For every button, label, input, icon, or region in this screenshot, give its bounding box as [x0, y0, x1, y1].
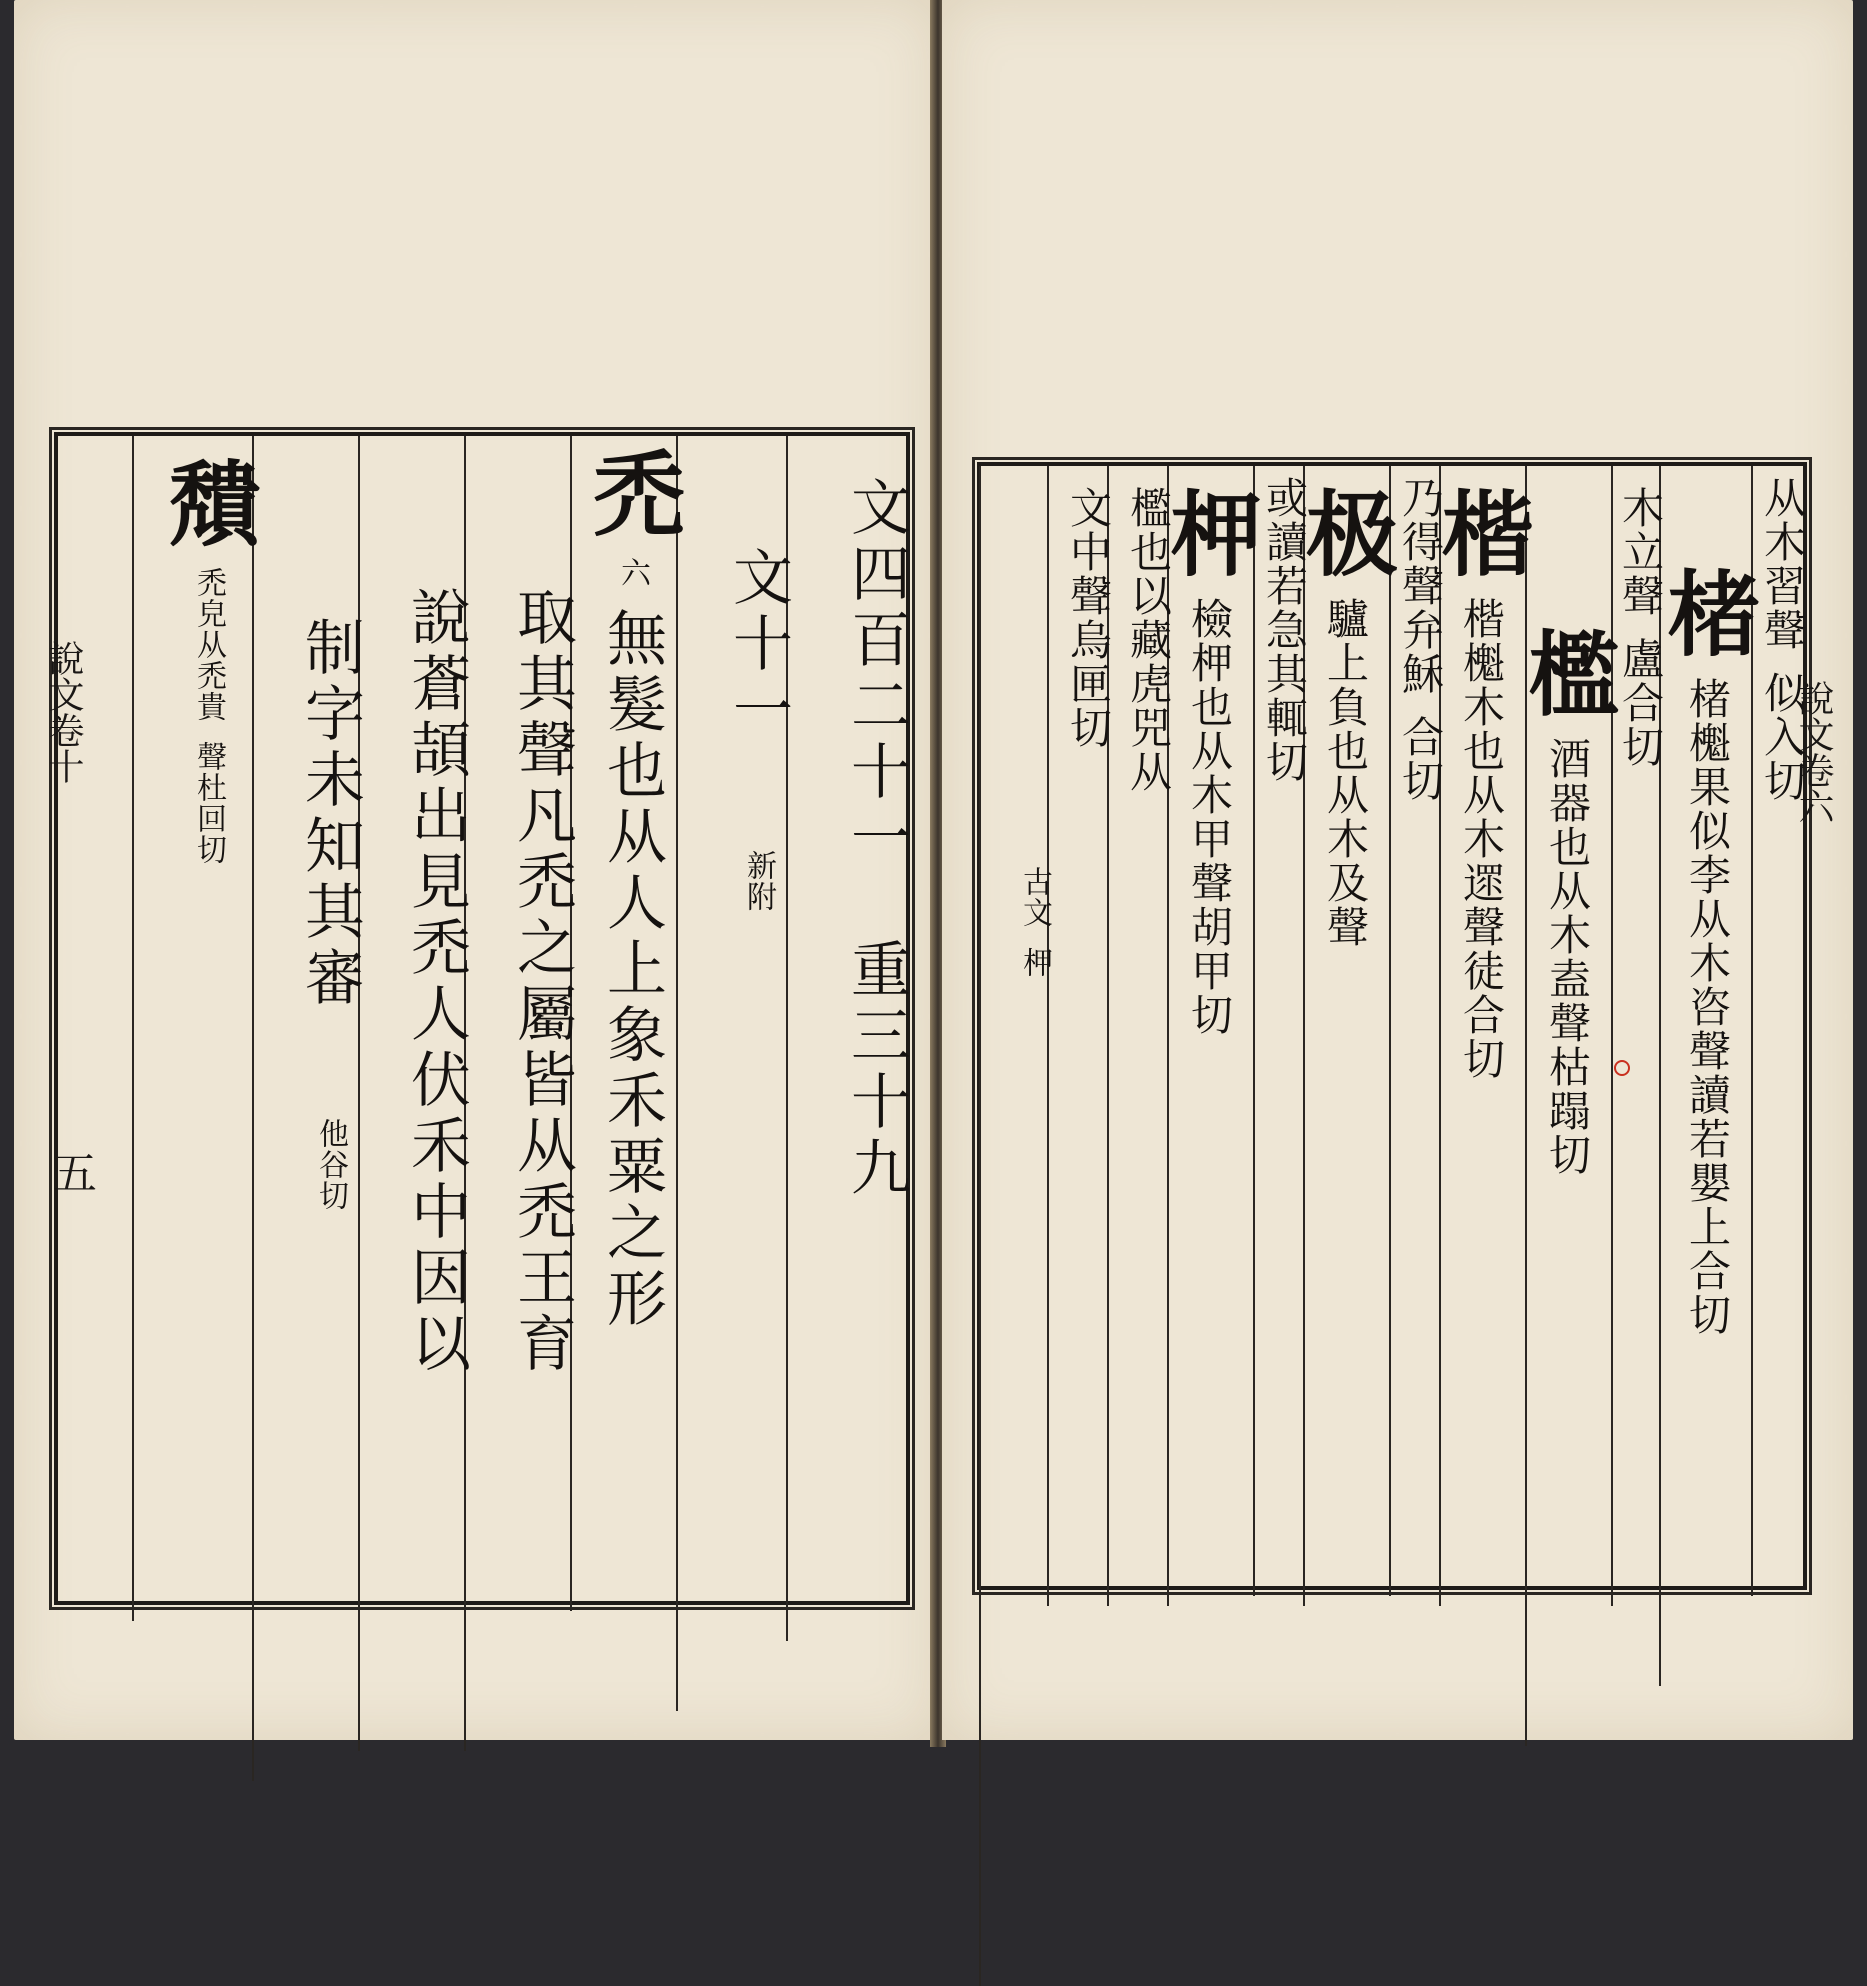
r-col-7: [1291, 466, 1399, 1606]
r-col-5: [1427, 466, 1535, 1606]
r-col-11: [1047, 466, 1113, 1606]
column-5-text: 說蒼頡出見禿人伏禾中因以: [401, 586, 471, 1378]
red-ink-dot: [1614, 1060, 1630, 1076]
r-col-6: [1389, 466, 1445, 1596]
column-2-note: 新附: [741, 850, 776, 912]
r-seal-4: 极: [1291, 486, 1399, 578]
r-col-5-b: 楷櫆木也从木遝聲徒合切: [1457, 597, 1506, 1081]
r-col-12: [979, 466, 1052, 1986]
seal-character-2: 穨: [154, 456, 262, 548]
r-col-4: [1513, 466, 1621, 1746]
r-seal-3: 楷: [1427, 486, 1535, 578]
column-1: [786, 436, 911, 1641]
r-col-11-a: 文中聲烏匣切: [1064, 486, 1113, 750]
column-7-note-1: 禿皃从禿貴: [191, 567, 226, 722]
r-col-2-b: 楮櫆果似李从木咨聲讀若嬰上合切: [1683, 677, 1732, 1337]
column-3-text: 無髮也从人上象禾粟之形: [597, 607, 667, 1333]
r-col-8: [1253, 466, 1309, 1596]
column-7-note-2: 聲杜回切: [191, 741, 226, 865]
right-page: [942, 0, 1853, 1740]
column-4: [464, 436, 577, 1751]
column-2: [676, 436, 793, 1711]
left-margin-page: 五: [45, 1150, 96, 1194]
column-1-text: 文四百二十一 重三十九: [841, 476, 911, 1202]
column-3: [570, 436, 686, 1611]
r-col-6-a: 乃得聲弁穌: [1396, 476, 1445, 696]
column-6-note: 他谷切: [313, 1118, 348, 1211]
r-col-3-b: 盧合切: [1616, 637, 1665, 769]
r-col-8-a: 或讀若急其輒切: [1260, 476, 1309, 784]
r-col-4-b: 酒器也从木盍聲枯蹋切: [1543, 737, 1592, 1177]
column-5: [358, 436, 471, 1751]
left-margin-title: 說文卷十: [43, 640, 84, 784]
r-seal-1: 楮: [1653, 566, 1761, 658]
column-7: [132, 436, 262, 1621]
r-col-6-b: 合切: [1396, 715, 1445, 803]
r-col-3-a: 木立聲: [1616, 486, 1665, 618]
column-4-text: 取其聲凡禿之屬皆从禿王育: [507, 586, 577, 1378]
left-page: [14, 0, 936, 1740]
r-col-9-b: 檢柙也从木甲聲胡甲切: [1185, 597, 1234, 1037]
right-text-frame: [977, 462, 1807, 1590]
column-3-note: 六: [615, 557, 650, 588]
column-6: [252, 436, 365, 1781]
r-col-1-a: 从木習聲: [1758, 476, 1807, 652]
r-col-7-b: 驢上負也从木及聲: [1321, 597, 1370, 949]
left-text-frame: [54, 432, 910, 1605]
right-margin-title: 說文卷六: [1793, 680, 1834, 824]
column-6-text: 制字未知其審: [295, 616, 365, 1012]
r-seal-2: 檻: [1513, 626, 1621, 718]
r-col-10: [1107, 466, 1173, 1606]
r-col-10-a: 檻也以藏虎兕从: [1124, 486, 1173, 794]
r-seal-5: 柙: [1155, 486, 1263, 578]
r-col-12-b: 柙: [1017, 947, 1052, 978]
r-col-2: [1653, 466, 1761, 1686]
seal-character: 禿: [578, 446, 686, 538]
r-col-12-a: 古文: [1017, 866, 1052, 928]
r-col-9: [1155, 466, 1263, 1606]
r-col-1-b: 似入切: [1758, 671, 1807, 803]
column-2-text: 文十一: [723, 546, 793, 744]
